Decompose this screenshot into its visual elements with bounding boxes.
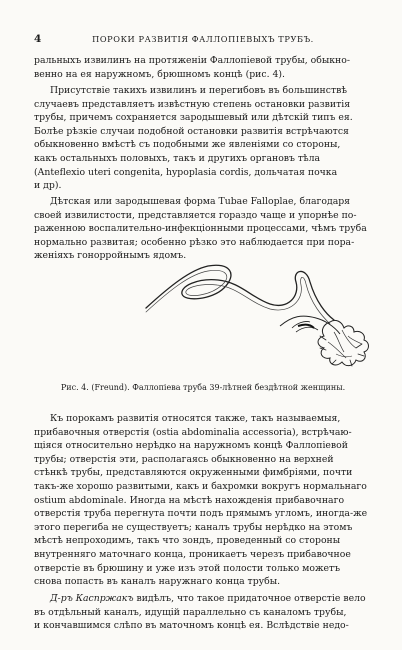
text-line xyxy=(34,592,371,606)
text-line: ostium abdominale. Иногда на мѣстѣ нахожденія прибавочнаго xyxy=(34,494,345,506)
text-line: и кончавшимся слѣпо въ маточномъ концѣ ея. Вслѣдствіе недо- xyxy=(34,620,349,632)
text-line: Къ порокамъ развитія относятся также, такъ называемыя, xyxy=(50,413,341,424)
text-line: внутренняго маточнаго конца, проникаетъ черезъ прибавочное xyxy=(34,548,351,560)
text-fragment: видѣлъ, что такое придаточное отверстіе вело xyxy=(133,593,366,604)
text-line: въ отдѣльный каналъ, идущій параллельно съ каналомъ трубы, xyxy=(34,606,347,618)
text-line: нормально развитая; особенно рѣзко это наблюдается при пора- xyxy=(34,236,355,248)
fallopian-tube-illustration xyxy=(120,242,378,380)
text-line: стѣнкѣ трубы, представляются окруженными фимбріями, почти xyxy=(34,467,353,479)
paragraph-1 xyxy=(34,54,371,81)
running-title: ПОРОКИ РАЗВИТІЯ ФАЛЛОПІЕВЫХЪ ТРУБЪ. xyxy=(92,34,314,44)
author-name: Д-ръ Каспржакъ xyxy=(50,593,134,604)
text-line: мѣстѣ непроходимъ, такъ что зондъ, проведенный со стороны xyxy=(34,535,341,547)
text-line: своей извилистости, представляется гораздо чаще и упорнѣе по- xyxy=(34,209,357,221)
text-line: снова попасть въ каналъ наружнаго конца трубы. xyxy=(34,576,281,588)
text-line: раженною воспалительно-инфекціонными процессами, чѣмъ труба xyxy=(34,223,367,235)
text-line: ральныхъ извилинъ на протяженіи Фаллопіевой трубы, обыкно- xyxy=(34,55,350,66)
page-number: 4 xyxy=(34,33,42,45)
text-line: прибавочныя отверстія (ostia abdominalia accessoria), встрѣчаю- xyxy=(34,426,352,438)
text-line: Болѣе рѣзкіе случаи подобной остановки развитія встрѣчаются xyxy=(34,125,349,137)
text-line: трубы, причемъ сохраняется зародышевый или дѣтскій типъ ея. xyxy=(34,112,353,124)
text-line: отверстіе въ брюшину и уже изъ этой полости только можетъ xyxy=(34,562,341,574)
text-line: какъ остальныхъ половыхъ, такъ и другихъ органовъ тѣла xyxy=(34,152,321,164)
text-line: венно на ея наружномъ, брюшномъ концѣ (рис. 4). xyxy=(34,68,285,80)
text-line: Дѣтская или зародышевая форма Tubae Falloplae, благодаря xyxy=(50,196,351,207)
text-line: отверстія труба перегнута почти подъ прямымъ угломъ, иногда-же xyxy=(34,508,368,520)
text-line: женіяхъ гонорройнымъ ядомъ. xyxy=(34,250,187,262)
text-line: и др). xyxy=(34,180,62,192)
paragraph-5 xyxy=(34,592,371,633)
text-line: (Anteflexio uteri congenita, hypoplasia cordis, дольчатая почка xyxy=(34,166,338,178)
text-line: такъ-же хорошо развитыми, какъ и бахромки вокругъ нормальнаго xyxy=(34,480,367,492)
text-line: щіяся относительно нерѣдко на наружномъ концѣ Фаллопіевой xyxy=(34,440,348,452)
text-line: Присутствіе такихъ извилинъ и перегибовъ въ большинствѣ xyxy=(50,85,347,96)
text-line: случаевъ представляетъ извѣстную степень остановки развитія xyxy=(34,98,351,110)
page-header xyxy=(34,32,372,46)
paragraph-2 xyxy=(34,84,371,193)
text-line: трубы; отверстія эти, располагаясь обыкновенно на верхней xyxy=(34,453,334,465)
text-line: этого перегиба не существуетъ; каналъ трубы нерѣдко на этомъ xyxy=(34,521,353,533)
text-line: обыкновенно вмѣстѣ съ подобными же явленіями со стороны, xyxy=(34,139,341,151)
paragraph-4 xyxy=(34,412,371,589)
figure-caption: Рис. 4. (Freund). Фаллопіева труба 39-лѣтней бездѣтной женщины. xyxy=(60,383,346,392)
